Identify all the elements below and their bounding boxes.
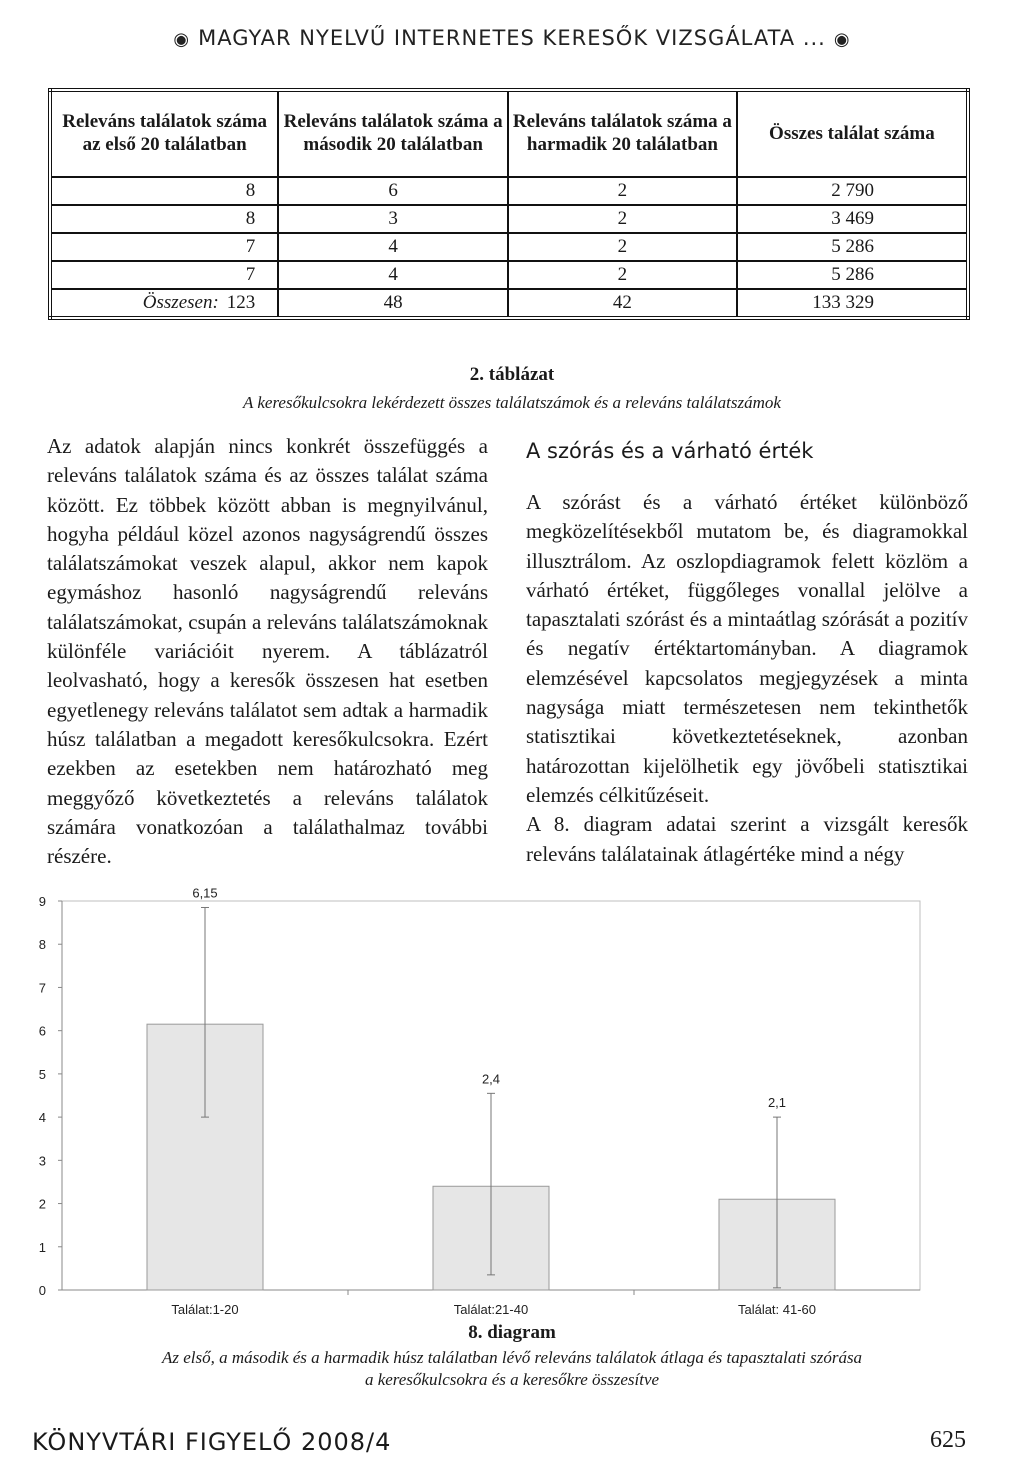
- table-cell: 8: [50, 205, 278, 233]
- table-cell: 7: [50, 233, 278, 261]
- table-cell: 48: [278, 289, 508, 318]
- eye-ornament-icon: ◉: [833, 29, 851, 50]
- x-tick-label: Találat: 41-60: [737, 1302, 817, 1317]
- table-total-row: [50, 289, 968, 318]
- y-tick-label: 5: [38, 1066, 46, 1082]
- total-value: 123: [226, 292, 256, 313]
- table-row: [50, 233, 968, 261]
- total-label: Összesen:: [142, 292, 219, 313]
- column-header: Releváns találatok száma a második 20 találatban: [278, 90, 508, 177]
- table-caption: 2. táblázat: [469, 364, 555, 385]
- y-tick-label: 4: [38, 1110, 46, 1126]
- column-header: Releváns találatok száma az első 20 találatban: [50, 90, 278, 177]
- table-cell: 4: [278, 261, 508, 289]
- running-header: [0, 26, 1024, 50]
- y-tick-label: 3: [38, 1153, 46, 1169]
- table-cell: 6: [278, 177, 508, 205]
- table-row: [50, 205, 968, 233]
- y-tick-label: 0: [38, 1283, 46, 1298]
- eye-ornament-icon: ◉: [173, 29, 191, 50]
- left-column: [47, 432, 488, 871]
- table-cell: 2: [508, 233, 737, 261]
- right-column: [526, 432, 968, 869]
- y-tick-label: 6: [38, 1023, 46, 1039]
- y-tick-label: 2: [38, 1196, 46, 1212]
- table-cell: 2: [508, 261, 737, 289]
- journal-name: KÖNYVTÁRI FIGYELŐ 2008/4: [32, 1428, 392, 1456]
- table-cell: 2: [508, 177, 737, 205]
- body-paragraph: Az adatok alapján nincs konkrét összefüggés a releváns találatok száma és az összes találat száma között. Ez többek között abban is megnyilvánul, hogyha például közel azonos nagyságrendű összes találatszámokat veszek alapul, akkor nem kapok egymáshoz hasonló nagyságrendű releváns találatszámokat, csupán a releváns találatszámoknak különféle variációit nyerem. A táblázatról leolvasható, hogy a keresők összesen hat esetben egyetlenegy releváns találatot sem adtak a harmadik húsz találatban a megadott keresőkulcsokra. Ezért ezekben az esetekben nem határozható meg meggyőző következtetés a releváns találatok számára vonatkozóan a találathalmaz további részére.: [47, 434, 488, 869]
- table-cell: 5 286: [737, 261, 968, 289]
- x-tick-label: Találat:21-40: [453, 1302, 529, 1317]
- table-cell: 42: [508, 289, 737, 318]
- table-cell: 2: [508, 205, 737, 233]
- column-header: Összes találat száma: [737, 90, 968, 177]
- page-number: 625: [930, 1427, 966, 1453]
- y-tick-label: 1: [38, 1239, 46, 1255]
- diagram-subcaption-line: Az első, a második és a harmadik húsz találatban lévő releváns találatok átlaga és tapasztalati szórása: [161, 1348, 863, 1367]
- table-row: [50, 261, 968, 289]
- diagram-subcaption-line: a keresőkulcsokra és a keresőkre összesítve: [364, 1370, 660, 1389]
- table-cell: 133 329: [737, 289, 968, 318]
- y-tick-label: 8: [38, 937, 46, 953]
- table-cell: [50, 289, 278, 318]
- section-heading: A szórás és a várható érték: [526, 439, 814, 463]
- data-label: 2,4: [481, 1071, 501, 1087]
- table-subcaption: A keresőkulcsokra lekérdezett összes találatszámok és a releváns találatszámok: [243, 393, 781, 412]
- diagram-subcaption: [0, 1347, 1024, 1391]
- table-cell: 2 790: [737, 177, 968, 205]
- diagram-caption: 8. diagram: [468, 1322, 556, 1343]
- table-cell: 4: [278, 233, 508, 261]
- table-row: [50, 177, 968, 205]
- header-title: MAGYAR NYELVŰ INTERNETES KERESŐK VIZSGÁLATA ...: [198, 26, 826, 50]
- table-cell: 8: [50, 177, 278, 205]
- table-cell: 3 469: [737, 205, 968, 233]
- body-paragraph: A 8. diagram adatai szerint a vizsgált keresők releváns találatainak átlagértéke mind a négy: [526, 812, 968, 866]
- results-table: [48, 88, 970, 320]
- table-cell: 7: [50, 261, 278, 289]
- data-label: 2,1: [767, 1095, 787, 1111]
- y-tick-label: 9: [38, 894, 46, 909]
- bar-chart: [30, 880, 960, 1320]
- table-cell: 5 286: [737, 233, 968, 261]
- column-header: Releváns találatok száma a harmadik 20 találatban: [508, 90, 737, 177]
- data-label: 6,15: [192, 885, 218, 901]
- x-tick-label: Találat:1-20: [171, 1302, 239, 1317]
- table-header-row: [50, 90, 968, 177]
- table-cell: 3: [278, 205, 508, 233]
- body-paragraph: A szórást és a várható értéket különböző megközelítésekből mutatom be, és diagramokkal illusztrálom. Az oszlopdiagramok felett közlöm a várható értéket, függőleges vonallal jelölve a tapasztalati szórást és a mintaátlag szórását a pozitív és negatív értéktartományban. A diagramok elemzésével kapcsolatos megjegyzések a minta nagysága miatt természetesen nem tekinthetők statisztikai következtetéseknek, azonban határozottan kijelölhetik egy jövőbeli statisztikai elemzés célkitűzéseit.: [526, 490, 968, 807]
- y-tick-label: 7: [38, 980, 46, 996]
